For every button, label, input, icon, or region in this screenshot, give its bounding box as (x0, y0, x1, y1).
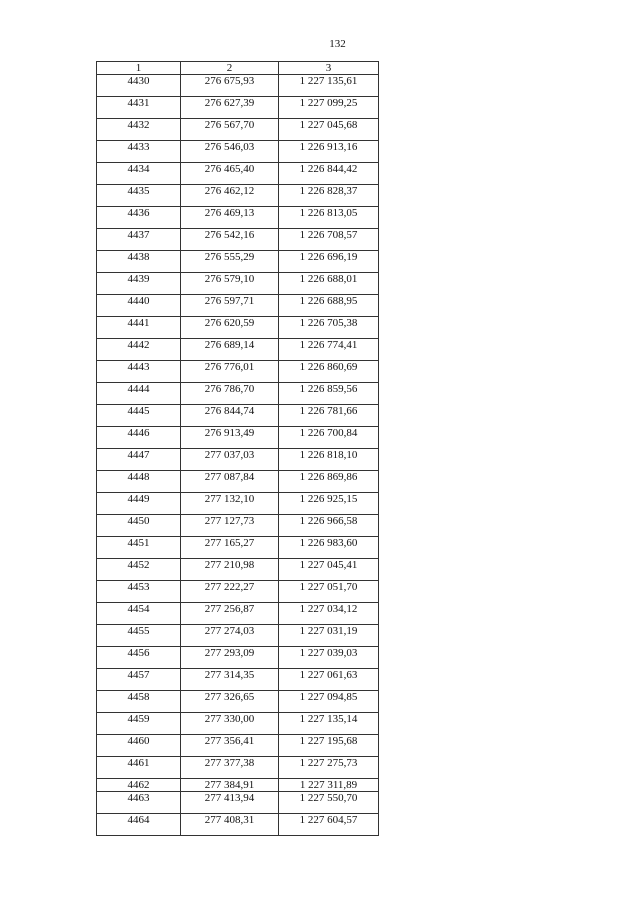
x-coordinate-cell: 276 844,74 (181, 405, 279, 427)
y-coordinate-cell: 1 227 045,41 (279, 559, 379, 581)
x-coordinate-cell: 277 330,00 (181, 713, 279, 735)
y-coordinate-cell: 1 226 818,10 (279, 449, 379, 471)
point-number-cell: 4461 (97, 757, 181, 779)
table-row (97, 339, 379, 361)
point-number-cell: 4437 (97, 229, 181, 251)
point-number-cell: 4442 (97, 339, 181, 361)
point-number-cell: 4451 (97, 537, 181, 559)
y-coordinate-cell: 1 227 311,89 (279, 779, 379, 792)
y-coordinate-cell: 1 226 869,86 (279, 471, 379, 493)
table-header-row (97, 62, 379, 75)
table-row (97, 207, 379, 229)
table-row (97, 361, 379, 383)
x-coordinate-cell: 277 314,35 (181, 669, 279, 691)
table-row (97, 295, 379, 317)
y-coordinate-cell: 1 226 708,57 (279, 229, 379, 251)
table-row (97, 792, 379, 814)
y-coordinate-cell: 1 227 031,19 (279, 625, 379, 647)
x-coordinate-cell: 277 377,38 (181, 757, 279, 779)
y-coordinate-cell: 1 226 983,60 (279, 537, 379, 559)
point-number-cell: 4440 (97, 295, 181, 317)
y-coordinate-cell: 1 226 860,69 (279, 361, 379, 383)
x-coordinate-cell: 276 579,10 (181, 273, 279, 295)
table-row (97, 603, 379, 625)
y-coordinate-cell: 1 227 051,70 (279, 581, 379, 603)
point-number-cell: 4443 (97, 361, 181, 383)
point-number-cell: 4459 (97, 713, 181, 735)
y-coordinate-cell: 1 227 094,85 (279, 691, 379, 713)
x-coordinate-cell: 277 087,84 (181, 471, 279, 493)
point-number-cell: 4462 (97, 779, 181, 792)
x-coordinate-cell: 277 384,91 (181, 779, 279, 792)
table-row (97, 141, 379, 163)
column-header: 3 (279, 62, 379, 75)
point-number-cell: 4464 (97, 814, 181, 836)
point-number-cell: 4439 (97, 273, 181, 295)
table-row (97, 273, 379, 295)
x-coordinate-cell: 277 210,98 (181, 559, 279, 581)
point-number-cell: 4449 (97, 493, 181, 515)
x-coordinate-cell: 276 689,14 (181, 339, 279, 361)
point-number-cell: 4433 (97, 141, 181, 163)
x-coordinate-cell: 277 274,03 (181, 625, 279, 647)
table-row (97, 75, 379, 97)
column-header: 2 (181, 62, 279, 75)
y-coordinate-cell: 1 227 039,03 (279, 647, 379, 669)
y-coordinate-cell: 1 226 781,66 (279, 405, 379, 427)
point-number-cell: 4448 (97, 471, 181, 493)
point-number-cell: 4447 (97, 449, 181, 471)
table-row (97, 814, 379, 836)
table-row (97, 647, 379, 669)
y-coordinate-cell: 1 227 135,61 (279, 75, 379, 97)
x-coordinate-cell: 277 326,65 (181, 691, 279, 713)
table-row (97, 449, 379, 471)
y-coordinate-cell: 1 226 828,37 (279, 185, 379, 207)
x-coordinate-cell: 276 597,71 (181, 295, 279, 317)
x-coordinate-cell: 276 555,29 (181, 251, 279, 273)
point-number-cell: 4454 (97, 603, 181, 625)
y-coordinate-cell: 1 227 135,14 (279, 713, 379, 735)
table-row (97, 493, 379, 515)
table-row (97, 405, 379, 427)
table-row (97, 779, 379, 792)
x-coordinate-cell: 277 127,73 (181, 515, 279, 537)
table-row (97, 317, 379, 339)
table-row (97, 625, 379, 647)
y-coordinate-cell: 1 226 966,58 (279, 515, 379, 537)
y-coordinate-cell: 1 226 859,56 (279, 383, 379, 405)
point-number-cell: 4444 (97, 383, 181, 405)
point-number-cell: 4435 (97, 185, 181, 207)
y-coordinate-cell: 1 227 195,68 (279, 735, 379, 757)
x-coordinate-cell: 277 037,03 (181, 449, 279, 471)
x-coordinate-cell: 276 462,12 (181, 185, 279, 207)
point-number-cell: 4452 (97, 559, 181, 581)
table-row (97, 515, 379, 537)
column-header: 1 (97, 62, 181, 75)
point-number-cell: 4432 (97, 119, 181, 141)
point-number-cell: 4438 (97, 251, 181, 273)
y-coordinate-cell: 1 226 688,01 (279, 273, 379, 295)
point-number-cell: 4445 (97, 405, 181, 427)
y-coordinate-cell: 1 227 604,57 (279, 814, 379, 836)
point-number-cell: 4460 (97, 735, 181, 757)
x-coordinate-cell: 277 408,31 (181, 814, 279, 836)
y-coordinate-cell: 1 227 099,25 (279, 97, 379, 119)
table-row (97, 163, 379, 185)
table-row (97, 251, 379, 273)
table-row (97, 383, 379, 405)
point-number-cell: 4430 (97, 75, 181, 97)
x-coordinate-cell: 277 293,09 (181, 647, 279, 669)
table-row (97, 427, 379, 449)
x-coordinate-cell: 276 786,70 (181, 383, 279, 405)
y-coordinate-cell: 1 226 705,38 (279, 317, 379, 339)
x-coordinate-cell: 277 165,27 (181, 537, 279, 559)
y-coordinate-cell: 1 227 045,68 (279, 119, 379, 141)
point-number-cell: 4441 (97, 317, 181, 339)
y-coordinate-cell: 1 226 844,42 (279, 163, 379, 185)
x-coordinate-cell: 276 469,13 (181, 207, 279, 229)
point-number-cell: 4455 (97, 625, 181, 647)
x-coordinate-cell: 276 567,70 (181, 119, 279, 141)
point-number-cell: 4436 (97, 207, 181, 229)
point-number-cell: 4446 (97, 427, 181, 449)
y-coordinate-cell: 1 227 061,63 (279, 669, 379, 691)
y-coordinate-cell: 1 227 550,70 (279, 792, 379, 814)
point-number-cell: 4453 (97, 581, 181, 603)
table-row (97, 669, 379, 691)
table-row (97, 559, 379, 581)
x-coordinate-cell: 276 627,39 (181, 97, 279, 119)
x-coordinate-cell: 276 776,01 (181, 361, 279, 383)
x-coordinate-cell: 276 546,03 (181, 141, 279, 163)
x-coordinate-cell: 277 356,41 (181, 735, 279, 757)
x-coordinate-cell: 277 413,94 (181, 792, 279, 814)
table-row (97, 581, 379, 603)
table-row (97, 691, 379, 713)
table-row (97, 757, 379, 779)
y-coordinate-cell: 1 226 700,84 (279, 427, 379, 449)
point-number-cell: 4463 (97, 792, 181, 814)
table-row (97, 713, 379, 735)
x-coordinate-cell: 277 222,27 (181, 581, 279, 603)
y-coordinate-cell: 1 226 688,95 (279, 295, 379, 317)
y-coordinate-cell: 1 226 925,15 (279, 493, 379, 515)
point-number-cell: 4457 (97, 669, 181, 691)
table-row (97, 119, 379, 141)
x-coordinate-cell: 276 542,16 (181, 229, 279, 251)
point-number-cell: 4450 (97, 515, 181, 537)
table-row (97, 471, 379, 493)
y-coordinate-cell: 1 226 774,41 (279, 339, 379, 361)
y-coordinate-cell: 1 227 034,12 (279, 603, 379, 625)
y-coordinate-cell: 1 226 813,05 (279, 207, 379, 229)
point-number-cell: 4456 (97, 647, 181, 669)
table-row (97, 229, 379, 251)
coordinates-table (96, 61, 379, 836)
point-number-cell: 4458 (97, 691, 181, 713)
page-number: 132 (329, 38, 346, 50)
x-coordinate-cell: 277 256,87 (181, 603, 279, 625)
x-coordinate-cell: 276 620,59 (181, 317, 279, 339)
table-row (97, 185, 379, 207)
x-coordinate-cell: 276 465,40 (181, 163, 279, 185)
y-coordinate-cell: 1 226 913,16 (279, 141, 379, 163)
y-coordinate-cell: 1 227 275,73 (279, 757, 379, 779)
table-body (97, 75, 379, 836)
point-number-cell: 4434 (97, 163, 181, 185)
x-coordinate-cell: 276 675,93 (181, 75, 279, 97)
point-number-cell: 4431 (97, 97, 181, 119)
table-row (97, 537, 379, 559)
table-row (97, 735, 379, 757)
y-coordinate-cell: 1 226 696,19 (279, 251, 379, 273)
x-coordinate-cell: 276 913,49 (181, 427, 279, 449)
x-coordinate-cell: 277 132,10 (181, 493, 279, 515)
table-row (97, 97, 379, 119)
